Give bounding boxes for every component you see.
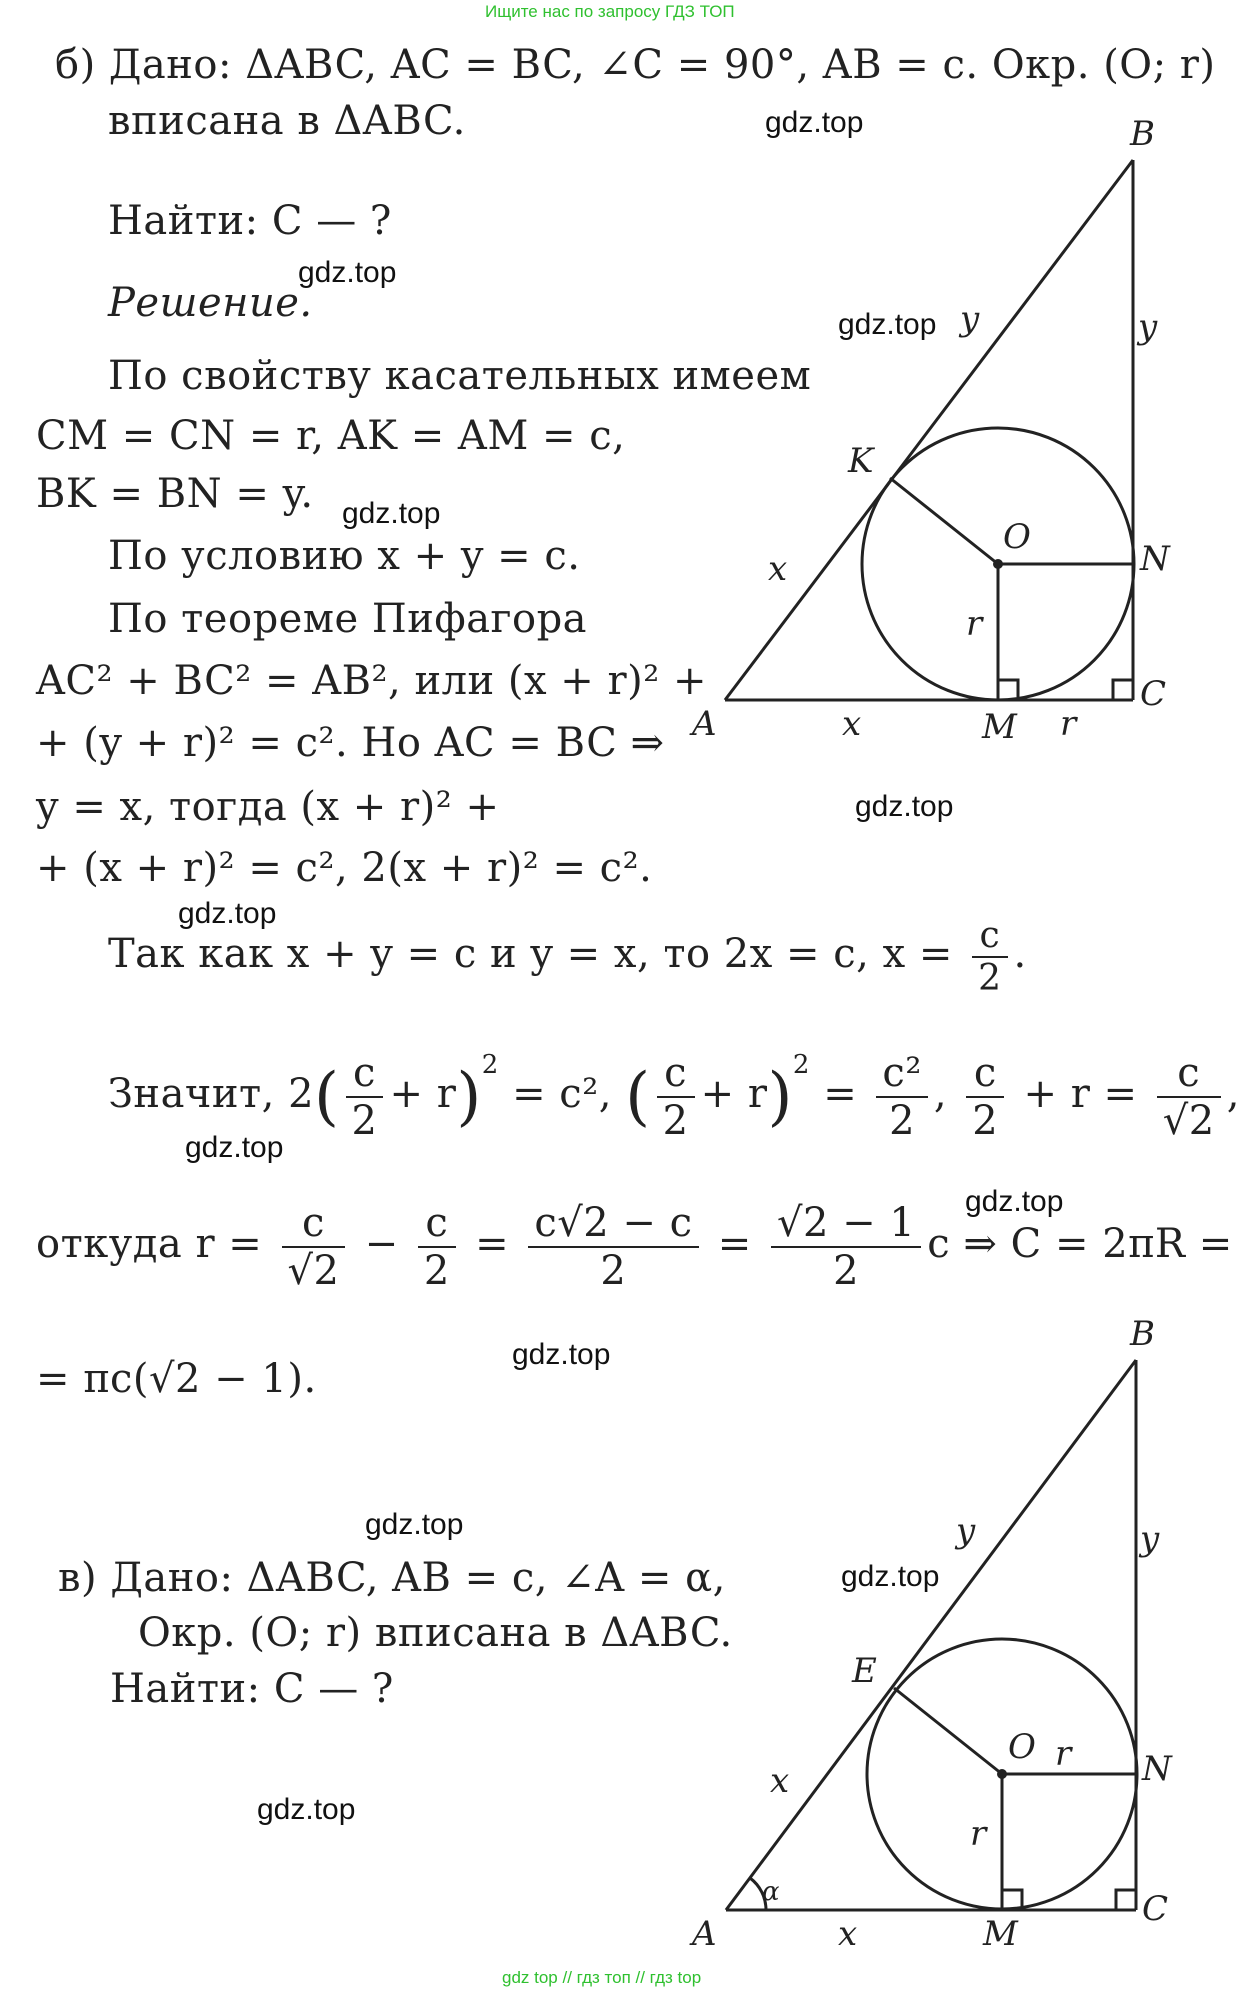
label-n: N bbox=[1142, 1749, 1172, 1789]
frac-c-sqrt2 bbox=[1157, 1050, 1221, 1144]
right-angle-c bbox=[1113, 680, 1133, 700]
header-link[interactable]: Ищите нас по запросу ГДЗ ТОП bbox=[485, 2, 735, 21]
frac-c-2-c bbox=[966, 1050, 1004, 1144]
watermark: gdz.top bbox=[257, 1793, 356, 1826]
right-angle-m bbox=[998, 680, 1018, 700]
given-v-line1: в) Дано: ΔABC, AB = c, ∠A = α, bbox=[58, 1555, 726, 1601]
num: c√2 − c bbox=[528, 1200, 698, 1248]
frac-c-2-d bbox=[418, 1200, 456, 1294]
footer-links[interactable]: gdz top // гдз топ // гдз top bbox=[502, 1968, 702, 1987]
watermark: gdz.top bbox=[855, 790, 954, 823]
label-r-base: r bbox=[1060, 704, 1077, 744]
frac-sqrt2-1 bbox=[771, 1200, 921, 1294]
label-b: B bbox=[1130, 1314, 1155, 1354]
label-o: O bbox=[1008, 1727, 1036, 1767]
label-alpha: α bbox=[762, 1877, 780, 1907]
find-v: Найти: C — ? bbox=[110, 1666, 394, 1712]
den: √2 bbox=[287, 1248, 340, 1294]
solution-line-4: По условию x + y = c. bbox=[108, 533, 581, 579]
num: c bbox=[1157, 1050, 1221, 1098]
solution-line-6: AC² + BC² = AB², или (x + r)² + bbox=[36, 658, 707, 704]
figure-triangle-b bbox=[690, 110, 1210, 750]
watermark: gdz.top bbox=[765, 106, 864, 139]
label-a: A bbox=[692, 704, 717, 744]
solution-line-1: По свойству касательных имеем bbox=[108, 353, 812, 399]
solution-heading: Решение. bbox=[108, 280, 313, 326]
label-x-base: x bbox=[842, 704, 862, 744]
num: c² bbox=[876, 1050, 927, 1098]
label-o: O bbox=[1003, 517, 1031, 557]
eq-3: = bbox=[717, 1221, 752, 1267]
den: 2 bbox=[662, 1098, 689, 1144]
frac-c-2-b bbox=[657, 1050, 695, 1144]
frac-c-2-a bbox=[346, 1050, 384, 1144]
label-y-hyp: y bbox=[956, 1511, 976, 1551]
num: c bbox=[966, 1050, 1004, 1098]
watermark: gdz.top bbox=[512, 1338, 611, 1371]
given-b-line2: вписана в ΔABC. bbox=[108, 98, 466, 144]
label-r-horiz: r bbox=[1055, 1734, 1072, 1774]
fraction-num: c bbox=[972, 915, 1007, 958]
radius-oe bbox=[894, 1688, 1002, 1774]
watermark: gdz.top bbox=[841, 1560, 940, 1593]
side-ab bbox=[726, 1360, 1136, 1910]
radius-ok bbox=[890, 478, 998, 564]
label-x-base: x bbox=[838, 1914, 858, 1954]
num: √2 − 1 bbox=[771, 1200, 921, 1248]
solution-line-11: Значит, 2( $\frac{c}{2}$ + r)$^2$ = c², ( $\frac{c}{2}$ + r)$^2$ = $\frac{\text{c²}}{2}$ , $\frac{c}{2}$ + r = $\frac{c}{√2}$ , bbox=[108, 1050, 1240, 1144]
label-m: M bbox=[983, 1914, 1018, 1954]
line12-end: c ⇒ C = 2πR = bbox=[927, 1221, 1233, 1267]
den: 2 bbox=[423, 1248, 450, 1294]
side-ab bbox=[725, 160, 1133, 700]
solution-line-8: y = x, тогда (x + r)² + bbox=[36, 784, 500, 830]
label-b: B bbox=[1130, 114, 1155, 154]
center-o bbox=[997, 1769, 1007, 1779]
plus-r-b: + r bbox=[700, 1071, 768, 1117]
label-r-vert: r bbox=[966, 604, 983, 644]
label-a: A bbox=[692, 1914, 717, 1954]
num: c bbox=[657, 1050, 695, 1098]
figure-triangle-v bbox=[690, 1310, 1210, 1954]
watermark: gdz.top bbox=[178, 897, 277, 930]
den: 2 bbox=[833, 1248, 860, 1294]
label-k: K bbox=[848, 441, 874, 481]
label-y-hyp: y bbox=[960, 299, 980, 339]
line11-start: Значит, 2 bbox=[108, 1071, 315, 1117]
center-o bbox=[993, 559, 1003, 569]
den: √2 bbox=[1162, 1098, 1215, 1144]
label-n: N bbox=[1140, 539, 1170, 579]
num: c bbox=[282, 1200, 346, 1248]
line10-end: . bbox=[1013, 931, 1027, 977]
eq-2: = bbox=[475, 1221, 510, 1267]
line10-text: Так как x + y = c и y = x, то 2x = c, x = bbox=[108, 931, 953, 977]
plus-r-a: + r bbox=[389, 1071, 457, 1117]
label-x-hyp: x bbox=[770, 1761, 790, 1801]
frac-csqrt2-c bbox=[528, 1200, 698, 1294]
frac-c-sqrt2-b bbox=[282, 1200, 346, 1294]
solution-line-3: BK = BN = y. bbox=[36, 471, 314, 517]
label-c: C bbox=[1142, 1889, 1169, 1929]
line11-mid: = c², bbox=[512, 1071, 612, 1117]
watermark: gdz.top bbox=[365, 1508, 464, 1541]
solution-line-13: = πc(√2 − 1). bbox=[36, 1356, 317, 1402]
square-b: 2 bbox=[792, 1050, 810, 1080]
watermark: gdz.top bbox=[838, 308, 937, 341]
num: c bbox=[346, 1050, 384, 1098]
solution-line-7: + (y + r)² = c². Но AC = BC ⇒ bbox=[36, 720, 665, 766]
label-c: C bbox=[1140, 674, 1167, 714]
solution-line-2: CM = CN = r, AK = AM = c, bbox=[36, 413, 626, 459]
label-m: M bbox=[982, 707, 1017, 747]
watermark: gdz.top bbox=[298, 256, 397, 289]
fraction-c-over-2 bbox=[972, 915, 1007, 999]
label-r-vert: r bbox=[970, 1814, 987, 1854]
find-b: Найти: C — ? bbox=[108, 198, 392, 244]
fraction-den: 2 bbox=[978, 958, 1002, 999]
solution-line-9: + (x + r)² = c², 2(x + r)² = c². bbox=[36, 845, 653, 891]
solution-line-5: По теореме Пифагора bbox=[108, 596, 588, 642]
given-v-line2: Окр. (O; r) вписана в ΔABC. bbox=[138, 1610, 733, 1656]
den: 2 bbox=[351, 1098, 378, 1144]
label-y-side: y bbox=[1140, 1519, 1160, 1559]
den: 2 bbox=[972, 1098, 999, 1144]
minus: − bbox=[364, 1221, 399, 1267]
label-e: E bbox=[852, 1651, 877, 1691]
plus-r-eq: + r = bbox=[1023, 1071, 1138, 1117]
watermark: gdz.top bbox=[185, 1131, 284, 1164]
line12-start: откуда r = bbox=[36, 1221, 263, 1267]
den: 2 bbox=[600, 1248, 627, 1294]
watermark: gdz.top bbox=[342, 497, 441, 530]
frac-c2-2 bbox=[876, 1050, 927, 1144]
given-b-line1: б) Дано: ΔABC, AC = BC, ∠C = 90°, AB = c. Окр. (O; r) bbox=[55, 42, 1216, 88]
square-a: 2 bbox=[481, 1050, 499, 1080]
eq-1: = bbox=[823, 1071, 858, 1117]
num: c bbox=[418, 1200, 456, 1248]
den: 2 bbox=[889, 1098, 916, 1144]
label-y-side: y bbox=[1138, 307, 1158, 347]
right-angle-c bbox=[1116, 1890, 1136, 1910]
watermark: gdz.top bbox=[965, 1185, 1064, 1218]
label-x-hyp: x bbox=[768, 549, 788, 589]
